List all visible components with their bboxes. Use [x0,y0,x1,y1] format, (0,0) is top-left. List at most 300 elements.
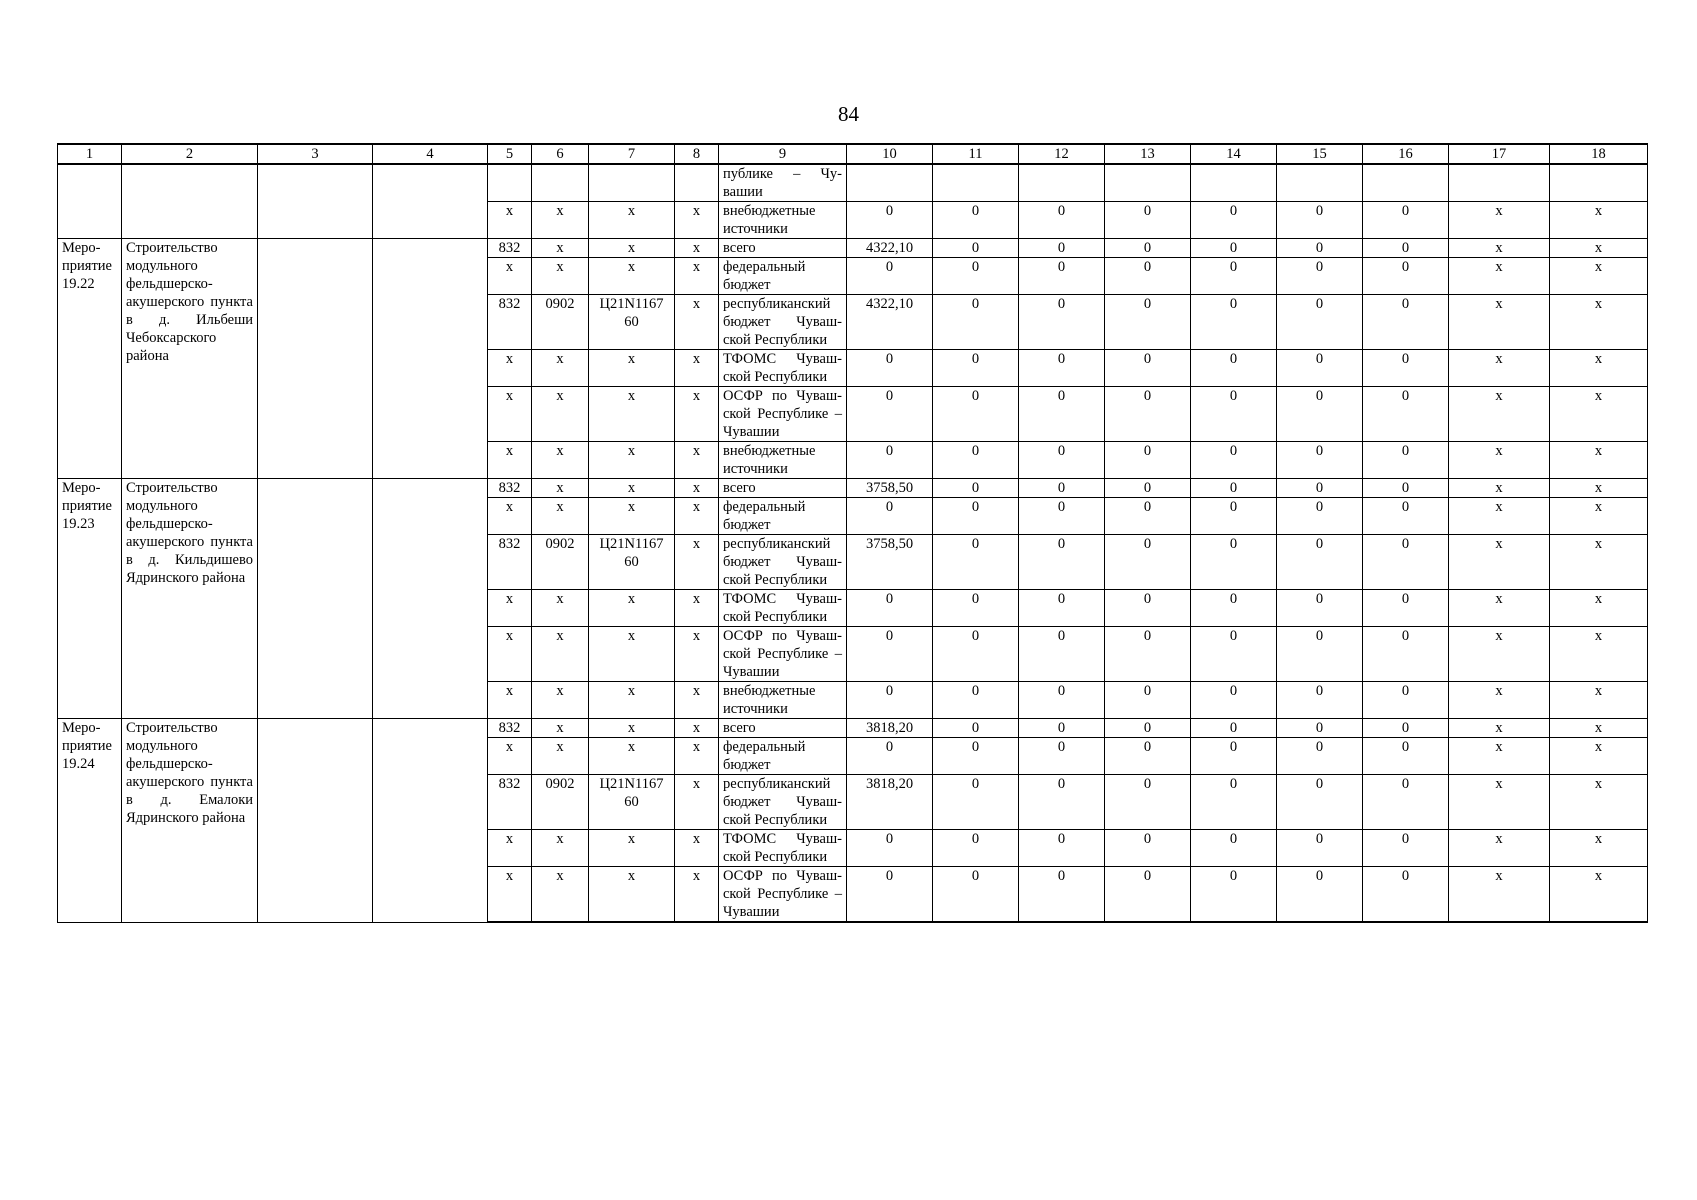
funding-source: внебюджетные источники [719,442,847,479]
value-cell: х [1449,535,1550,590]
code-cell-c8: х [675,258,719,295]
value-cell: 0 [1105,719,1191,738]
code-cell-c6: 0902 [532,535,589,590]
value-cell: 0 [847,627,933,682]
value-cell: х [1550,479,1648,498]
code-cell-c8: х [675,867,719,923]
value-cell: 0 [1019,719,1105,738]
code-cell-c8: х [675,479,719,498]
value-cell: 0 [1191,442,1277,479]
code-cell-c6: х [532,590,589,627]
code-cell-c6: х [532,498,589,535]
value-cell: 0 [1019,627,1105,682]
event-name: Строительство модульного фельдшерско-акушерского пункта в д. Кильдишево Ядринского района [122,479,258,719]
code-cell-c7: х [589,239,675,258]
column-header: 5 [488,144,532,164]
value-cell: 0 [1019,738,1105,775]
code-cell-c6: х [532,350,589,387]
value-cell: х [1550,202,1648,239]
value-cell: 0 [933,867,1019,923]
value-cell: 0 [1019,498,1105,535]
value-cell: 0 [1363,738,1449,775]
code-cell-c7: х [589,498,675,535]
value-cell: 0 [1363,350,1449,387]
value-cell: 0 [933,498,1019,535]
column-header: 15 [1277,144,1363,164]
value-cell: 0 [1277,350,1363,387]
col3-cell [258,719,373,923]
value-cell: 0 [1019,590,1105,627]
column-header: 13 [1105,144,1191,164]
value-cell: 0 [1191,479,1277,498]
value-cell: 0 [1363,682,1449,719]
value-cell: х [1550,627,1648,682]
col3-cell [258,164,373,239]
value-cell: х [1449,775,1550,830]
value-cell: 0 [933,387,1019,442]
value-cell: 0 [933,442,1019,479]
column-header: 18 [1550,144,1648,164]
funding-source: республиканский бюджет Чувашской Республики [719,535,847,590]
funding-source: всего [719,479,847,498]
code-cell-c7: х [589,479,675,498]
value-cell: 0 [1363,442,1449,479]
value-cell: х [1449,627,1550,682]
value-cell: х [1449,830,1550,867]
code-cell-c8: х [675,442,719,479]
code-cell-c6: х [532,738,589,775]
value-cell: 0 [1277,590,1363,627]
value-cell: 0 [933,830,1019,867]
code-cell-c5: х [488,738,532,775]
col3-cell [258,239,373,479]
code-cell-c8: х [675,775,719,830]
value-cell: 0 [1191,719,1277,738]
code-cell-c5: х [488,202,532,239]
column-header: 1 [58,144,122,164]
code-cell-c6: х [532,202,589,239]
value-cell: 0 [1191,387,1277,442]
value-cell: х [1449,738,1550,775]
value-cell: 3818,20 [847,775,933,830]
col4-cell [373,164,488,239]
value-cell: 0 [1363,479,1449,498]
code-cell-c7: х [589,867,675,923]
value-cell: 0 [1019,775,1105,830]
value-cell: х [1550,442,1648,479]
value-cell: 0 [1277,627,1363,682]
col4-cell [373,239,488,479]
value-cell: 0 [933,239,1019,258]
code-cell-c5: х [488,590,532,627]
column-header: 10 [847,144,933,164]
code-cell-c6: х [532,387,589,442]
value-cell: 0 [847,738,933,775]
code-cell-c7: Ц21N1167 60 [589,535,675,590]
value-cell: 3758,50 [847,479,933,498]
code-cell-c5: 832 [488,479,532,498]
column-header: 11 [933,144,1019,164]
value-cell: 0 [1363,775,1449,830]
column-header: 2 [122,144,258,164]
funding-source: республиканский бюджет Чувашской Республики [719,295,847,350]
code-cell-c6: х [532,682,589,719]
value-cell: х [1550,775,1648,830]
funding-source: ОСФР по Чувашской Республике – Чувашии [719,867,847,923]
value-cell: 0 [1277,479,1363,498]
value-cell: 3758,50 [847,535,933,590]
code-cell-c5: х [488,867,532,923]
value-cell [1550,164,1648,202]
value-cell: 0 [933,738,1019,775]
value-cell: х [1449,202,1550,239]
value-cell: 0 [933,350,1019,387]
column-header: 3 [258,144,373,164]
value-cell: 0 [1191,867,1277,923]
name-cell [122,164,258,239]
value-cell: 0 [1363,498,1449,535]
value-cell: 0 [847,498,933,535]
value-cell: х [1449,719,1550,738]
value-cell: 0 [1019,442,1105,479]
column-header: 16 [1363,144,1449,164]
col4-cell [373,719,488,923]
value-cell: 0 [1277,498,1363,535]
event-label: Мероприятие 19.24 [58,719,122,923]
code-cell-c7: Ц21N1167 60 [589,775,675,830]
code-cell-c5: х [488,498,532,535]
code-cell-c5: 832 [488,239,532,258]
value-cell: х [1550,830,1648,867]
value-cell: х [1550,295,1648,350]
table-row [58,719,1648,738]
value-cell: х [1550,590,1648,627]
value-cell: 0 [1363,387,1449,442]
value-cell: 0 [1277,387,1363,442]
page-number: 84 [838,102,859,126]
value-cell: х [1449,867,1550,923]
value-cell: 0 [847,350,933,387]
value-cell: 0 [1191,202,1277,239]
value-cell: 0 [1019,867,1105,923]
value-cell: 0 [1105,479,1191,498]
value-cell: 0 [1277,239,1363,258]
code-cell-c6: х [532,627,589,682]
funding-source: всего [719,239,847,258]
value-cell: 0 [1019,535,1105,590]
value-cell [1191,164,1277,202]
value-cell: 0 [1105,867,1191,923]
code-cell-c8: х [675,498,719,535]
column-header: 4 [373,144,488,164]
col3-cell [258,479,373,719]
funding-source: федеральный бюджет [719,738,847,775]
value-cell: 0 [933,682,1019,719]
value-cell: 0 [1019,239,1105,258]
value-cell [933,164,1019,202]
value-cell [1363,164,1449,202]
code-cell-c6: 0902 [532,295,589,350]
value-cell: 0 [847,258,933,295]
value-cell: 0 [1277,442,1363,479]
value-cell: 0 [1363,627,1449,682]
value-cell: 0 [1105,350,1191,387]
value-cell: 0 [1363,830,1449,867]
code-cell-c6: х [532,867,589,923]
code-cell-c8: х [675,719,719,738]
column-header: 7 [589,144,675,164]
value-cell: 0 [933,479,1019,498]
value-cell: 0 [847,387,933,442]
value-cell: 0 [1191,535,1277,590]
code-cell-c5: х [488,387,532,442]
value-cell: 0 [933,775,1019,830]
value-cell: 0 [847,830,933,867]
value-cell: 0 [1363,590,1449,627]
value-cell: 0 [847,442,933,479]
funding-source: ТФОМС Чувашской Республики [719,590,847,627]
value-cell: 0 [1019,202,1105,239]
value-cell: 0 [1105,775,1191,830]
code-cell-c6: х [532,442,589,479]
value-cell: 0 [1191,350,1277,387]
value-cell: 0 [1363,239,1449,258]
funding-source: публике – Чувашии [719,164,847,202]
column-header: 14 [1191,144,1277,164]
funding-source: внебюджетные источники [719,682,847,719]
value-cell: 0 [1019,387,1105,442]
value-cell: 0 [1363,258,1449,295]
code-cell-c6: х [532,239,589,258]
value-cell: 0 [847,867,933,923]
code-cell-c6: х [532,479,589,498]
value-cell: х [1550,350,1648,387]
code-cell-c7: х [589,627,675,682]
value-cell: 0 [1277,775,1363,830]
value-cell [847,164,933,202]
value-cell: х [1449,590,1550,627]
value-cell: 0 [1019,830,1105,867]
table-row [58,164,1648,202]
code-cell-c8: х [675,682,719,719]
code-cell-c5: х [488,627,532,682]
value-cell: 0 [1277,202,1363,239]
code-cell-c5: х [488,442,532,479]
column-header: 12 [1019,144,1105,164]
value-cell: х [1550,738,1648,775]
code-cell-c5 [488,164,532,202]
code-cell-c6 [532,164,589,202]
code-cell-c8: х [675,295,719,350]
value-cell: 0 [1277,867,1363,923]
value-cell: 0 [1277,295,1363,350]
code-cell-c7: х [589,830,675,867]
value-cell: 0 [1105,442,1191,479]
funding-source: ОСФР по Чувашской Республике – Чувашии [719,627,847,682]
event-name: Строительство модульного фельдшерско-акушерского пункта в д. Емалоки Ядринского района [122,719,258,923]
value-cell [1105,164,1191,202]
code-cell-c5: 832 [488,719,532,738]
value-cell: 0 [1191,590,1277,627]
funding-source: внебюджетные источники [719,202,847,239]
code-cell-c7: х [589,719,675,738]
value-cell: х [1550,387,1648,442]
value-cell: 0 [847,202,933,239]
value-cell: 0 [1191,295,1277,350]
code-cell-c6: х [532,258,589,295]
funding-source: ТФОМС Чувашской Республики [719,830,847,867]
value-cell [1019,164,1105,202]
value-cell: 0 [933,590,1019,627]
value-cell: х [1550,239,1648,258]
value-cell: 0 [1105,627,1191,682]
code-cell-c8: х [675,830,719,867]
value-cell: х [1550,682,1648,719]
value-cell: 0 [1105,535,1191,590]
value-cell: 0 [1019,258,1105,295]
value-cell: 0 [1019,350,1105,387]
value-cell: 0 [1191,498,1277,535]
value-cell: х [1449,442,1550,479]
code-cell-c8: х [675,535,719,590]
value-cell: х [1550,867,1648,923]
funding-source: республиканский бюджет Чувашской Республики [719,775,847,830]
table-row [58,239,1648,258]
event-name: Строительство модульного фельдшерско-акушерского пункта в д. Ильбеши Чебоксарского района [122,239,258,479]
code-cell-c8: х [675,387,719,442]
value-cell: 0 [847,682,933,719]
code-cell-c7: х [589,442,675,479]
funding-source: федеральный бюджет [719,498,847,535]
code-cell-c5: 832 [488,535,532,590]
value-cell: 0 [1105,258,1191,295]
value-cell: 0 [1277,830,1363,867]
value-cell: х [1550,719,1648,738]
value-cell: х [1449,239,1550,258]
event-label: Мероприятие 19.22 [58,239,122,479]
value-cell [1449,164,1550,202]
code-cell-c5: х [488,258,532,295]
value-cell: 0 [1363,867,1449,923]
value-cell: х [1550,258,1648,295]
code-cell-c7: х [589,738,675,775]
code-cell-c7: х [589,258,675,295]
value-cell: 0 [933,202,1019,239]
value-cell: 0 [1105,295,1191,350]
value-cell: 0 [1277,258,1363,295]
funding-source: федеральный бюджет [719,258,847,295]
value-cell: х [1550,535,1648,590]
code-cell-c5: х [488,830,532,867]
value-cell: 0 [1191,830,1277,867]
value-cell: х [1449,387,1550,442]
code-cell-c5: х [488,682,532,719]
value-cell: 0 [1191,239,1277,258]
code-cell-c8: х [675,239,719,258]
value-cell: х [1449,350,1550,387]
value-cell: 0 [933,627,1019,682]
header-row [58,144,1648,164]
code-cell-c6: 0902 [532,775,589,830]
value-cell: 0 [1277,535,1363,590]
value-cell: 0 [1191,627,1277,682]
code-cell-c8: х [675,350,719,387]
column-header: 8 [675,144,719,164]
code-cell-c7: х [589,590,675,627]
code-cell-c8: х [675,202,719,239]
code-cell-c8: х [675,738,719,775]
value-cell: 0 [933,295,1019,350]
value-cell: 0 [933,258,1019,295]
value-cell: 0 [1105,682,1191,719]
value-cell: 0 [1363,719,1449,738]
funding-source: всего [719,719,847,738]
code-cell-c7: х [589,202,675,239]
value-cell: 0 [1277,682,1363,719]
code-cell-c5: 832 [488,295,532,350]
value-cell: х [1449,258,1550,295]
code-cell-c7 [589,164,675,202]
value-cell: 0 [1105,590,1191,627]
funding-source: ТФОМС Чувашской Республики [719,350,847,387]
value-cell: 0 [1019,682,1105,719]
value-cell: 0 [933,719,1019,738]
funding-source: ОСФР по Чувашской Республике – Чувашии [719,387,847,442]
value-cell: 4322,10 [847,239,933,258]
value-cell: 0 [1277,719,1363,738]
value-cell: 0 [1105,830,1191,867]
code-cell-c7: х [589,682,675,719]
code-cell-c8: х [675,590,719,627]
code-cell-c7: х [589,387,675,442]
value-cell: 0 [1191,258,1277,295]
code-cell-c8: х [675,627,719,682]
value-cell: х [1550,498,1648,535]
value-cell: 0 [1105,387,1191,442]
code-cell-c8 [675,164,719,202]
value-cell: 0 [1363,202,1449,239]
value-cell: 0 [1191,682,1277,719]
value-cell: 3818,20 [847,719,933,738]
code-cell-c5: 832 [488,775,532,830]
value-cell: 0 [1105,498,1191,535]
value-cell: 0 [1363,295,1449,350]
code-cell-c6: х [532,719,589,738]
value-cell: 0 [847,590,933,627]
value-cell: 0 [1105,738,1191,775]
value-cell: 0 [1105,202,1191,239]
event-label: Мероприятие 19.23 [58,479,122,719]
value-cell: 4322,10 [847,295,933,350]
code-cell-c6: х [532,830,589,867]
value-cell: 0 [1019,295,1105,350]
col4-cell [373,479,488,719]
event-cell [58,164,122,239]
value-cell: х [1449,498,1550,535]
column-header: 6 [532,144,589,164]
budget-table [57,143,1648,923]
value-cell: х [1449,479,1550,498]
value-cell [1277,164,1363,202]
value-cell: 0 [1277,738,1363,775]
value-cell: 0 [933,535,1019,590]
value-cell: х [1449,682,1550,719]
table-row [58,479,1648,498]
value-cell: 0 [1191,738,1277,775]
code-cell-c5: х [488,350,532,387]
value-cell: 0 [1363,535,1449,590]
value-cell: х [1449,295,1550,350]
